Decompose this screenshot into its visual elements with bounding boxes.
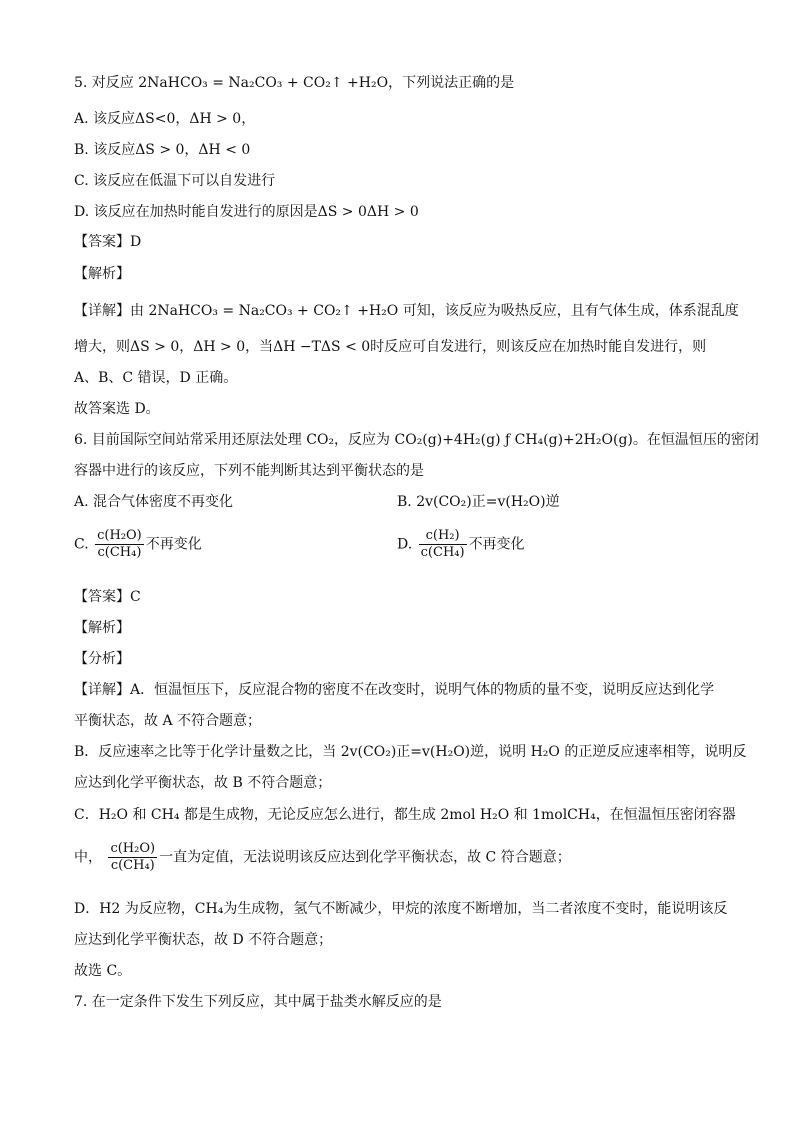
q6-detail-d-1: D．H2 为反应物，CH₄为生成物，氢气不断减少，甲烷的浓度不断增加，当二者浓度不变时，能说明该反: [74, 901, 728, 917]
q6-option-c-prefix: C.: [74, 536, 89, 553]
q6-option-c-numerator: c(H₂O): [97, 528, 142, 543]
q6-option-c: [74, 528, 202, 561]
q6-option-a: A. 混合气体密度不再变化: [74, 494, 234, 510]
q6-detail-c-2-numerator: c(H₂O): [110, 841, 156, 856]
q5-detail-line-2: 增大，则ΔS > 0，ΔH > 0，当ΔH −TΔS < 0时反应可自发进行，则该反应在加热时能自发进行，则: [74, 339, 707, 355]
q5-equation: 2NaHCO₃ = Na₂CO₃ + CO₂↑ +H₂O: [138, 75, 389, 91]
q6-option-c-suffix: 不再变化: [145, 536, 202, 553]
q6-conclusion: 故选 C。: [74, 963, 132, 979]
q6-option-d-fraction: [419, 528, 467, 561]
q5-answer: 【答案】D: [74, 234, 142, 250]
q6-detail-a-1: 【详解】A．恒温恒压下，反应混合物的密度不在改变时，说明气体的物质的量不变，说明反应达到化学: [74, 682, 715, 698]
q6-answer: 【答案】C: [74, 589, 141, 605]
q6-option-c-denominator: c(CH₄): [97, 545, 142, 560]
q5-stem: [74, 73, 514, 93]
q5-detail-line-1: 【详解】由 2NaHCO₃ = Na₂CO₃ + CO₂↑ +H₂O 可知，该反应为吸热反应，且有气体生成，体系混乱度: [74, 303, 739, 319]
q7-stem: 7. 在一定条件下发生下列反应，其中属于盐类水解反应的是: [74, 994, 442, 1010]
q5-detail-line-3: A、B、C 错误，D 正确。: [74, 370, 238, 386]
q6-detail-c-1: C．H₂O 和 CH₄ 都是生成物，无论反应怎么进行，都生成 2mol H₂O 和 1molCH₄，在恒温恒压密闭容器: [74, 807, 736, 823]
q6-option-d-suffix: 不再变化: [468, 536, 525, 553]
q6-detail-c-2-fraction: [108, 841, 157, 874]
q6-option-d-numerator: c(H₂): [419, 528, 467, 545]
q6-detail-c-2-suffix: 一直为定值，无法说明该反应达到化学平衡状态，故 C 符合题意；: [159, 849, 571, 866]
q5-option-b: B. 该反应ΔS > 0，ΔH < 0: [74, 142, 251, 158]
q6-stem-line-2: 容器中进行的该反应，下列不能判断其达到平衡状态的是: [74, 463, 424, 479]
q6-option-c-fraction: [95, 528, 144, 561]
q6-option-d-prefix: D.: [397, 536, 413, 553]
q6-detail-b-2: 应达到化学平衡状态，故 B 不符合题意；: [74, 775, 332, 791]
q5-stem-suffix: ，下列说法正确的是: [388, 75, 515, 91]
q5-option-a: A. 该反应ΔS<0，ΔH > 0，: [74, 111, 256, 127]
q5-analysis-label: 【解析】: [74, 266, 130, 282]
q6-detail-c-2-denominator: c(CH₄): [110, 858, 155, 873]
q6-detail-b-1: B．反应速率之比等于化学计量数之比，当 2v(CO₂)正=v(H₂O)逆，说明 H₂O 的正逆反应速率相等，说明反: [74, 744, 747, 760]
q6-stem-line-1: 6. 目前国际空间站常采用还原法处理 CO₂，反应为 CO₂(g)+4H₂(g) ƒ CH₄(g)+2H₂O(g)。在恒温恒压的密闭: [74, 432, 759, 448]
q6-option-d-denominator: c(CH₄): [420, 545, 465, 560]
q6-analysis-sub: 【分析】: [74, 651, 130, 667]
q6-detail-a-2: 平衡状态，故 A 不符合题意；: [74, 713, 262, 729]
q6-detail-d-2: 应达到化学平衡状态，故 D 不符合题意；: [74, 932, 333, 948]
q6-option-d: [397, 528, 525, 561]
q6-option-b: B. 2v(CO₂)正=v(H₂O)逆: [397, 494, 560, 510]
q5-option-c: C. 该反应在低温下可以自发进行: [74, 173, 276, 189]
q6-detail-c-2-prefix: 中，: [74, 849, 102, 866]
q5-conclusion: 故答案选 D。: [74, 401, 160, 417]
q5-stem-prefix: 5. 对反应: [74, 75, 139, 91]
q6-detail-c-2: [74, 841, 571, 874]
q6-analysis-label: 【解析】: [74, 620, 130, 636]
q5-option-d: D. 该反应在加热时能自发进行的原因是ΔS > 0ΔH > 0: [74, 204, 419, 220]
